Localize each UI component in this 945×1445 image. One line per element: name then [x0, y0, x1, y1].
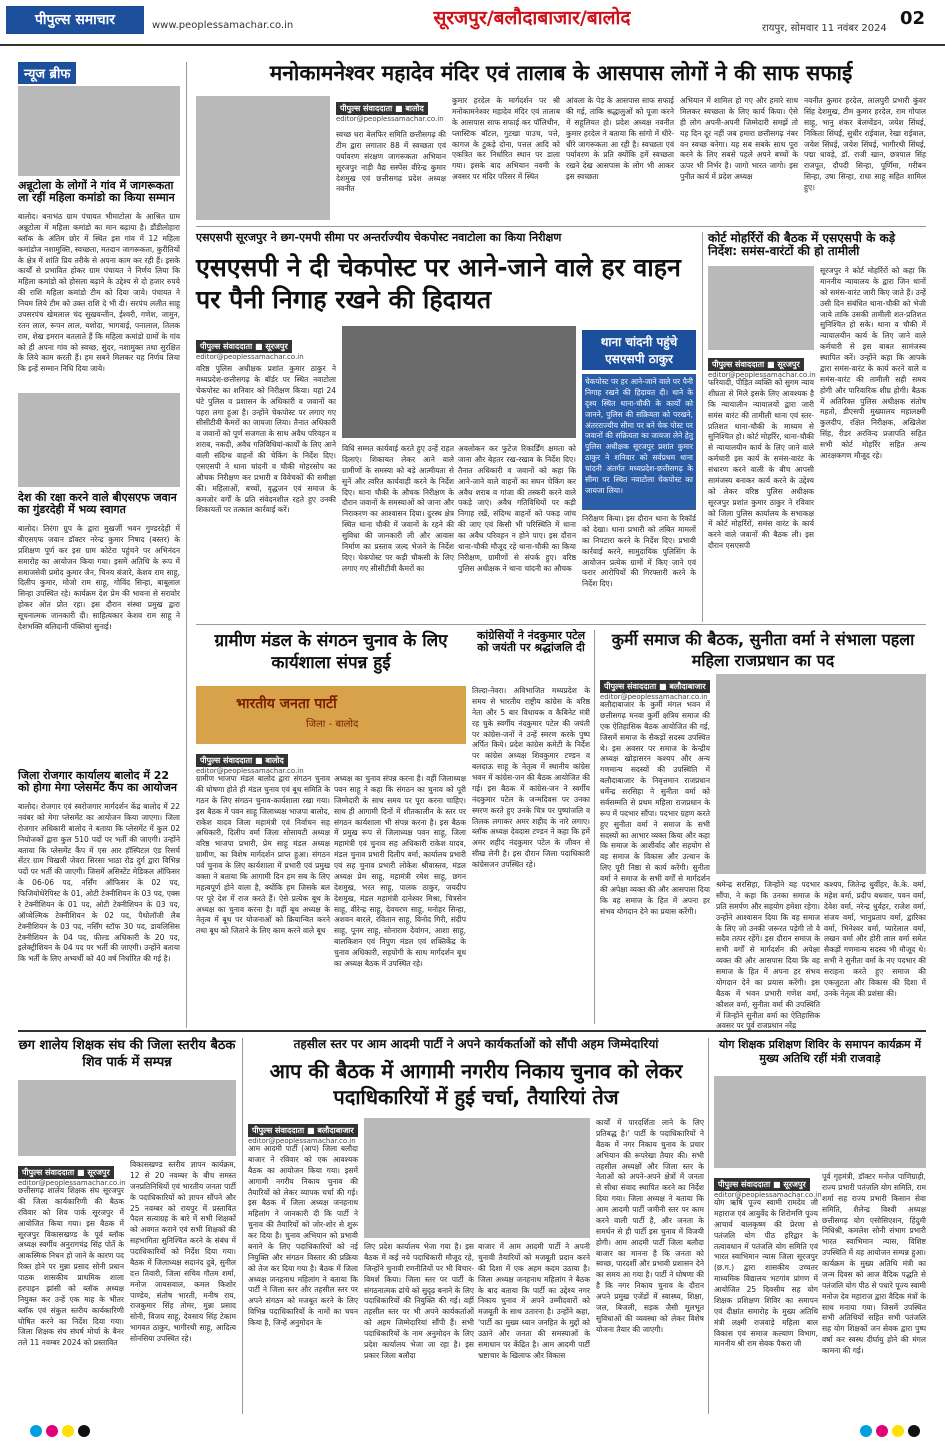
brief-photo-2	[18, 393, 180, 487]
shikshak-email[interactable]: editor@peoplessamachar.co.in	[18, 1179, 126, 1187]
court-col-1: फरियादी, पीड़ित व्यक्ति को सुगम न्याय शीघ्रता से मिले इसके लिए आवश्यक है कि न्यायालीन न्यायालयों द्वारा जारी समंस वारंट की तामीली थाना एवं स्तर-प्रतिशत थाना-चौकी के माध्यम से सुनिश्चित हो। कोर्ट मोहर्रिर, थाना-चौकी से न्यायालयीन कार्य के लिए जाने वाले कर्मचारी इस कार्य के समंस-वारंट के संधारण करने वाली के बीच आपसी सामंजस्य बनाकर कार्य करने के उद्देश्य को लेकर वरिष्ठ पुलिस अधीक्षक सूरजपुर प्रशांत कुमार ठाकुर ने रविवार को जिला पुलिस कार्यालय के सभाकक्ष में कोर्ट मोहर्रिरों, समंस वारंट के कार्य करने वाले जवानों की बैठक ली। इस दौरान एसएसपी	[708, 378, 814, 551]
brief-photo-1	[18, 86, 180, 176]
issue-date: रायपुर, सोमवार 11 नवंबर 2024	[762, 23, 887, 34]
yoga-col-1: योग ऋषि पूज्य स्वामी रामदेव जी महाराज एवं आयुर्वेद के शिरोमणि पूज्य आचार्य बालकृष्ण की प्रेरणा से पतंजलि योग पीठ हरिद्वार के तत्वावधान में पतंजलि योग समिति एवं भारत स्वाभिमान न्यास जिला सूरजपुर (छ.ग.) द्वारा शासकीय उच्चतर माध्यमिक विद्यालय भटगांव प्रांगण में आयोजित 25 दिवसीय सह योग शिक्षक प्रशिक्षण शिविर का समापन एवं दीक्षांत समारोह के मुख्य अतिथि मंत्री लक्ष्मी राजवाड़े महिला बाल विकास एवं समाज कल्याण विभाग, माननीय श्री राम सेवक पैकरा जी	[714, 1198, 818, 1349]
ssp-photo	[342, 326, 576, 438]
gramin-byline: पीपुल्स संवाददाता ■ बालोद	[196, 754, 288, 767]
ssp-byline: पीपुल्स संवाददाता ■ सूरजपुर	[196, 340, 292, 353]
ssp-tag-text: चेकपोस्ट पर हर आने-जाने वाले पर पैनी निगाह रखने की हिदायत दी। थाने के दृश्य स्थित थाना-चौकी के कार्यों को जानने, पुलिस की सक्रियता को परखने, अंतरराज्यीय सीमा पर बने चेक पोस्ट पर जवानों की सक्रियता का जायजा लेने हेतु पुलिस अधीक्षक सूरजपुर प्रशांत कुमार ठाकुर ने शनिवार को सर्वप्रथम थाना चांदनी अंतर्गत मध्यप्रदेश-छत्तीसगढ़ के सीमा पर स्थित नवाटोला चेकपोस्ट का जायजा लिया।	[582, 374, 696, 510]
brief-headline-3: जिला रोजगार कार्यालय बालोद में 22 को होगा मेगा प्लेसमेंट कैंप का आयोजन	[18, 769, 177, 795]
aap-photo	[364, 1118, 590, 1238]
congress-text: तिल्दा-नेवरा। अविभाजित मध्यप्रदेश के समय से भारतीय राष्ट्रीय कांग्रेस के वरिष्ठ नेता और 5 बार विधायक व कैबिनेट मंत्री रह चुके स्वर्गीय नंदकुमार पटेल की जयंती पर कांग्रेस-जनों ने उन्हें स्मरण करके पुष्प अर्पित किये। प्रदेश कांग्रेस कमेटी के निर्देश पर कांग्रेस अध्यक्ष शिवकुमार टण्डन व बलदाऊ साहू के नेतृत्व में स्थानीय कांग्रेस भवन में कांग्रेस-जन की बैठक आयोजित की गई। इस बैठक में कांग्रेस-जन ने स्वर्गीय नंदकुमार पटेल के जन्मदिवस पर उनका स्मरण करते हुए उनके चित्र पर पुष्पांजलि व तिलक लगाकर अमर शहीद के नारे लगाए। ब्लॉक अध्यक्ष देवदास टण्डन ने कहा कि हमें अमर शहीद नंदकुमार पटेल के जीवन से सीख लेनी है। इस दौरान जिला पदाधिकारी कांग्रेसजन उपस्थित रहे।	[472, 686, 590, 869]
shikshak-byline-box	[18, 1160, 128, 1187]
yoga-byline-box	[714, 1172, 820, 1199]
registration-mark	[46, 1425, 58, 1437]
gramin-byline-box	[196, 748, 466, 775]
top-story-byline: पीपुल्स संवाददाता ■ बालोद	[336, 102, 428, 115]
aap-kicker: तहसील स्तर पर आम आदमी पार्टी ने अपने कार्यकर्ताओं को सौंपी अहम जिम्मेदारियां	[293, 1037, 659, 1051]
yoga-col-2: पूर्व गृहमंत्री, डॉक्टर मनोज पाणिग्राही, राज्य प्रभारी पतंजलि योग समिति, राम शर्मा सह राज्य प्रभारी किसान सेवा समिति, शैलेन्द्र विश्वी अध्यक्ष छत्तीसगढ़ योग एसोसिएशन, हिंदुमी निधिश्री, कमलेश सोनी संभाग प्रभारी भारत स्वाभिमान न्यास, विशिष्ट उपस्थिति में यह आयोजन सम्पन्न हुआ। कार्यक्रम के मुख्य अतिथि मंत्री का जन्म दिवस को आज वैदिक पद्धति से पतंजलि योग पीठ से पधारे पूज्य स्वामी मनोज देव महाराज द्वारा वैदिक मंत्रों के साथ मनाया गया। जिसमें उपस्थित सभी अतिथियों सहित सभी पतंजलि सह योग शिक्षकों जन सेवक द्वारा पुष्प वर्षा कर स्वस्थ दीर्घायु होने की मंगल कामना की गई।	[822, 1172, 926, 1355]
section-title: सूरजपुर/बलौदाबाजार/बालोद	[433, 7, 631, 29]
top-story-col-3: आंवला के पेड़ के आसपास साफ सफाई की गई, ताकि श्रद्धालुओं को पूजा करने में सहूलियत हो। प्रदेश अध्यक्ष नवनीत कुमार हरदेल ने बताया कि सांगो में धीरे-धीरे जागरूकता आ रही है। स्वच्छता एवं पर्यावरण के प्रति क्योंकि हमें स्वच्छता रखने देख आसपास के लोग भी आकर इस स्वच्छता	[566, 96, 674, 182]
court-email[interactable]: editor@peoplessamachar.co.in	[708, 371, 816, 379]
aap-col-1: आम आदमी पार्टी (आप) जिला बलौदा बाजार ने रविवार को एक आवश्यक बैठक का आयोजन किया गया। इसमें आगामी नगरीय निकाय चुनाव की तैयारियों को लेकर व्यापक चर्चा की गई। इस बैठक में जिला अध्यक्ष जनहनाथ महिलांग ने जानकारी दी कि पार्टी ने चुनाव की तैयारियों को जोर-शोर से शुरू कर दिया है। चुनाव अभियान को प्रभावी बनाने के लिए पदाधिकारियों को नई नियुक्ति और संगठन विस्तार की प्रक्रिया को तेज कर दिया गया है। बैठक में जिला अध्यक्ष जनहनाथ महिलांग ने बताया कि पार्टी ने जिला स्तर और तहसील स्तर पर अपने संगठन को मजबूत करने के लिए विभिन्न पदाधिकारियों के नामों का चयन किया है, जिन्हें अनुमोदन के	[248, 1144, 358, 1327]
ssp-byline-box	[196, 334, 336, 361]
ssp-col-4: निरीक्षण किया। इस दौरान थाना के रिकॉर्ड को देखा। थाना प्रभारी को लंबित मामलों का निपटारा करने के निर्देश दिए। प्रभावी कार्रवाई करने, सामुदायिक पुलिसिंग के आयोजन प्रत्येक ग्रामों में किए जाने एवं फरार आरोपियों की गिरफ्तारी करने के निर्देश दिए।	[582, 514, 696, 589]
ssp-col-3: अवलोकन कर फुटेज रिकार्डिंग क्षमता को जाना और बेहतर रख-रखाव के निर्देश दिए। तैनात अधिकारी व जवानों को कहा कि आने-जाने वाले वाहनों का सघन चेकिंग कर अवैध शराब व गांजा की तस्करी करने वाले पकड़े जाएं। अवैध गतिविधियों पर कड़ी निगाह रखें, संदिग्ध वाहनों को पकड़ जांच की जाए एवं किसी भी परिस्थिति में थाना का अवैध परिवहन न होने पाए। इस दौरान थाना-चौकी मौजूद रहे थाना-चौकी का किया निरीक्षण, ग्रामीणों से संपर्क हुए। वरिष्ठ पुलिस अधीक्षक ने थाना चांदनी का औचक	[458, 444, 576, 573]
yoga-email[interactable]: editor@peoplessamachar.co.in	[714, 1191, 822, 1199]
yoga-headline: योग शिक्षक प्रशिक्षण शिविर के समापन कार्यक्रम में मुख्य अतिथि रहीं मंत्री राजवाड़े	[718, 1038, 922, 1066]
aap-col-2: लिए प्रदेश कार्यालय भेजा गया है। इस बैठक में कई नये पदाधिकारी मौजूद रहे, जिन्होंने चुनावी रणनीतियों पर भी विचार-विमर्श किया। जिला स्तर पर पार्टी के संगठनात्मक ढांचे को सुदृढ़ बनाने के लिए पदाधिकारियों की नियुक्ति की गई। वहीं तहसील स्तर पर भी अपने कार्यकर्ताओं को अहम जिम्मेदारियां सौंपी हैं। सभी पदाधिकारियों के नाम अनुमोदन के लिए प्रदेश कार्यालय भेजा जा रहा है। इस प्रकार जिला बलौदा	[364, 1242, 474, 1360]
ssp-col-2: विधि सम्मत कार्यवाई करते हुए उन्हें राहत दिलाएं। शिकायत लेकर आने वाले ग्रामीणों के समस्या को बड़े आत्मीयता से सुनें और त्वरित कार्यवाही करने के निर्देश दिए। थाना चौकी के औचक निरीक्षण के दौरान जवानों के समस्याओं को जाना और निराकरण का आश्वासन दिया। दुरस्थ क्षेत्र स्थित थाना चौकी में जवानों के रहने की सुविधा की जानकारी ली और आवास निर्माण का प्रस्ताव जल्द भेजने के निर्देश दिए। चेकपोस्ट पर कड़ी चौकसी के लिए लगाए गए सीसीटीवी कैमरों का	[342, 444, 454, 573]
shikshak-photo	[18, 1080, 236, 1156]
column-divider	[594, 630, 595, 1024]
yoga-photo	[714, 1076, 926, 1168]
shikshak-col-2: विकासखण्ड स्तरीय ज्ञापन कार्यक्रम, 12 से 20 नवम्बर के बीच समस्त जनप्रतिनिधियों एवं भारतीय जनता पार्टी के पदाधिकारियों को ज्ञापन सौंपने और 25 नवम्बर को रायपुर में प्रस्तावित पैदल सत्याग्रह के बारे में सभी शिक्षकों को अवगत कराने एवं सभी शिक्षकों की सहभागिता सुनिश्चित करने के संबंध में पदाधिकारियों को निर्देश दिया गया। बैठक में जिलाध्यक्ष सदानंद दुबे, सुनील दत्त तिवारी, जिला सचिव गौतम शर्मा, मनोज जायसवाल, कमल किशोर पाण्डेय, संतोष भारती, मनीष राय, राजकुमार सिंह तोमर, मुन्ना प्रसाद सोनी, विजय साहू, देवसाय सिंह टेकाम भागवत ठाकुर, भागीरथी साहू, आदित्य सोनसिया उपस्थित रहे।	[130, 1160, 236, 1343]
site-url[interactable]: www.peoplessamachar.co.in	[152, 20, 294, 31]
gramin-col-1: ग्रामीण भाजपा मंडल बालोद द्वारा संगठन चुनाव की घोषणा होते ही मंडल चुनाव एवं बूथ समिति के गठन के लिए संगठन चुनाव-कार्यशाला रखा गया। इस बैठक में पवन साहू जिलाध्यक्ष भाजपा बालोद, राकेश यादव जिला महामंत्री एवं निर्वाचन सह अधिकारी, दिलीप वर्मा जिला सोसायटी अध्यक्ष वरिष्ठ भाजपा प्रभारी, प्रेम साहू मंडल अध्यक्ष ग्रामीण, का विशेष मार्गदर्शन प्राप्त हुआ। संगठन पर्व चुनाव के लिए कार्यशाला में प्रभारी एवं प्रमुख वक्ता ने बताया कि आगामी दिन हम सब के लिए महत्वपूर्ण होने वाला है, क्योंकि हम जिसके बल पर पूरे देश में राज करते हैं। ऐसे प्रत्येक बूथ के अध्यक्ष का चुनाव करना है। वहीं बूथ अध्यक्ष के नेतृत्व में बूथ पर योजनाओं को क्रियान्वित करने तथा बूथ को जिताने के लिए काम करने वाले बूथ	[196, 774, 330, 936]
top-story-col-1: कुमार हरदेल के मार्गदर्शन पर श्री मनोकामनेश्वर महादेव मंदिर एवं तालाब के आसपास साफ सफाई कर पॉलिथीन, प्लास्टिक बॉटल, गुटखा पाउच, पत्ते, कागज के टुकड़े दोना, पत्तल आदि को एकत्रित कर निर्धारित स्थान पर डाला गया। इसके बाद अभियान नवमी के अवसर पर मंदिर परिसर में स्थित	[452, 96, 560, 182]
news-brief-label: न्यूज ब्रीफ	[18, 62, 76, 84]
kurmi-photo	[716, 674, 926, 874]
registration-mark	[876, 1425, 888, 1437]
column-divider	[702, 232, 703, 622]
brand-logo: पीपुल्स समाचार	[6, 6, 144, 34]
ssp-tag: थाना चांदनी पहुंचे एसएसपी ठाकुर	[582, 330, 696, 370]
brief-headline-2: देश की रक्षा करने वाले बीएसएफ जवान का गुंडरदेही में भव्य स्वागत	[18, 491, 177, 517]
aap-col-3: बाजार में आम आदमी पार्टी ने अपनी चुनावी तैयारियों को मजबूती प्रदान करने की दिशा में एक अहम कदम उठाया है। जिला अध्यक्ष जनहनाथ महिलांग ने बैठक के बाद बताया कि पार्टी का उद्देश्य नगर निकाय चुनाव में अपने उम्मीदवारों को मजबूती के साथ उतारना है। उन्होंने कहा, 'पार्टी का मुख्य ध्यान जनहित के मुद्दों को उठाने और जनता की समस्याओं के समाधान पर केंद्रित है। आम आदमी पार्टी भ्रष्टाचार के खिलाफ और विकास	[478, 1242, 590, 1360]
top-story-email[interactable]: editor@peoplessamachar.co.in	[336, 115, 444, 123]
gramin-col-2: अध्यक्ष का चुनाव संपन्न करना है। वहीं जिलाध्यक्ष पवन साहू ने कहा कि संगठन का चुनाव को पूरी जिम्मेदारी के साथ समय पर पूरा करना चाहिए। साथ ही आगामी दिनों में शीतकालीन के स्तर पर संगठन कार्यशाला भी संपन्न करना है। इस बैठक में प्रमुख रूप से जिलाध्यक्ष पवन साहू, जिला महामंत्री एवं चुनाव सह अधिकारी राकेश यादव, मंडल चुनाव प्रभारी दिलीप वर्मा, कार्यालय प्रभारी एवं सह चुनाव प्रभारी लोकेश श्रीवास्तव, मंडल अध्यक्ष प्रेम साहू, महामंत्री रमेश साहू, छगन देशमुख, भरत साहू, पालक ठाकुर, जयदीप देशमुख, मंडल महामंत्री दानेश्वर मिश्रा, चित्रसेन साहू, वीरेन्द्र साहू, देवचरण साहू, मनोहर सिन्हा, अशवन बारले, रवितान साहू, विनोद गिरी, संदीप साहू, पूनम साहू, सोनाराम देवांगन, आशा साहू, बालकिशन एवं निपुण मंडल एवं शक्तिकेंद्र के चुनाव अधिकारी, सहयोगी के साथ मार्गदर्शन बूथ का अध्यक्ष बैठक में उपस्थित रहे।	[334, 774, 466, 968]
top-story-photo	[196, 96, 330, 220]
aap-byline: पीपुल्स संवाददाता ■ बलौदाबाजार	[248, 1124, 358, 1137]
court-byline: पीपुल्स संवाददाता ■ सूरजपुर	[708, 358, 804, 371]
gramin-headline: ग्रामीण मंडल के संगठन चुनाव के लिए कार्यशाला संपन्न हुई	[214, 631, 448, 674]
shikshak-col-1: छत्तीसगढ़ शालेय शिक्षक संघ सूरजपुर की जिला कार्यकारिणी की बैठक रविवार को शिव पार्क सूरजपुर में आयोजित किया गया। इस बैठक में सूरजपुर विकासखण्ड के पूर्व ब्लॉक अध्यक्ष स्वर्गीय अनुरागचंद्र सिंह पोर्ते के आकस्मिक निधन हो जाने के कारण पद रिक्त होने पर मुन्ना प्रसाद सोनी प्रधान पाठक शासकीय प्राथमिक शाला हरपाइन झांसी को ब्लॉक अध्यक्ष नियुक्त कर उन्हें एक माह के भीतर ब्लॉक एवं संकुल स्तरीय कार्यकारिणी घोषित करने का निर्देश दिया गया। जिला शिक्षक संघ संघर्ष मोर्चा के बैनर तले 11 नवम्बर 2024 को प्रस्तावित	[18, 1186, 124, 1348]
gramin-banner-text: भारतीय जनता पार्टी	[236, 696, 337, 712]
aap-col-4: कार्यों में पारदर्शिता लाने के लिए प्रतिबद्ध है।' पार्टी के पदाधिकारियों ने बैठक में नगर निकाय चुनाव के प्रचार अभियान की रूपरेखा तैयार की। सभी तहसील अध्यक्षों और जिला स्तर के नेताओं को अपने-अपने क्षेत्रों में जनता से सीधा संवाद स्थापित करने का निर्देश दिया गया। जिला अध्यक्ष ने बताया कि आम आदमी पार्टी जमीनी स्तर पर काम करने वाली पार्टी है, और जनता के समर्थन से ही पार्टी इस चुनाव में विजयी होगी। आम आदमी पार्टी जिला बलौदा बाजार का मानना है कि जनता को स्वच्छ, पारदर्शी और प्रभावी प्रशासन देने का समय आ गया है। पार्टी ने घोषणा की है कि नगर निकाय चुनाव के दौरान अपने प्रमुख एजेंडों में स्वास्थ्य, शिक्षा, जल, बिजली, सड़क जैसी मूलभूत सुविधाओं की व्यवस्था को लेकर विशेष योजना तैयार की जाएगी।	[596, 1118, 704, 1334]
column-divider	[186, 62, 187, 1028]
top-story-col-4: अभियान में शामिल हो गए और हमारे साथ मिलकर स्वच्छता के लिए कार्य किया। ऐसे ही लोग अपनी-अपनी जिम्मेदारी समझें तो यह दिन दूर नहीं जब हमारा छत्तीसगढ़ नंबर वन स्वच्छ बनेगा। यह सब सबके साथ पूरा करने के लिए सबसे पहले अपने बच्चों के ऊपर भी निर्भर है। जागो भारत जागो। इस पुनीत कार्य में प्रदेश अध्यक्ष	[680, 96, 798, 182]
brief-text-1: बालोद। बनाभंठ ग्राम पंचायत भीमाटोला के आश्रित ग्राम अन्नूटोला में महिला कमांडो का मान बढ़ाया है। डौंडीलोहारा ब्लॉक के अंतिम छोर में स्थित इस गांव में 12 महिला कमांडोज नशामुक्ति, स्वच्छता, मतदान जागरूकता, कुरीतियों के क्षेत्र में शांति प्रिय तरीके से अपना काम कर रही हैं। इसके कार्यों से प्रभावित होकर ग्राम पंचायत ने निर्णय लिया कि महिला कमांडो को होसला बढ़ाने के उद्देश्य से दो हजार रुपये की राशि महिला कमांडो टीम को दिया जाये। पंचायत ने नियम लिये टीम को उक्त राशि दे भी दी। सरपंच ललीत साहू उपसरपंच खेमलाल चंद सुखवन्तीन, ईश्वरी, गणेश, जामुन, रतन लाल, रूपन लाल, यशोदा, भागवाई, पनालाल, तिलक राम, शेख इमरान बतलाते हैं कि महिला कमांडो ग्रामों के गांव को ही अपना गांव को स्वच्छ, सुंदर, नशामुक्त तथा सुरक्षित के लिये काम करती हैं। हम सबने मिलकर यह निर्णय लिया कि इन्हें सम्मान निधि दिया जाये।	[18, 212, 180, 374]
kurmi-email[interactable]: editor@peoplessamachar.co.in	[600, 693, 708, 701]
kurmi-byline: पीपुल्स संवाददाता ■ बलौदाबाजार	[600, 680, 710, 693]
kurmi-col-2: श्रमेन्द्र सरसिहा, जिन्होंने यह पदभार सौंपा, ने कहा कि उनका समाज के प्रति समर्पण और सहयोग हमेशा रहेगा। उन्होंने आश्वासन दिया कि वह समाज के लिए जो उनकी जरूरत पड़ेगी तो वे सदैव तत्पर रहेंगे। इस दौरान समाज के सभी वर्गों से मार्गदर्शन की अपेक्षा व्यक्त की और आसपास दिया कि वह समाज के हित में अपना हर संभव योगदान देने का प्रयास करेंगी। इस बैठक में भवन प्रभारी गणेश वर्मा, कौशल वर्मा, सुनीता वर्मा की उपस्थिति में जिन्होंने सुनीता वर्मा का ऐतिहासिक अवसर पर पूर्व राजप्रधान नरेंद्र	[716, 880, 820, 1031]
court-headline: कोर्ट मोहर्रिरों की बैठक में एसएसपी के कड़े निर्देश: समंस-वारंटों की हो तामीली	[708, 231, 896, 259]
registration-mark	[860, 1425, 872, 1437]
court-col-2: सूरजपुर ने कोर्ट मोहर्रिरों को कहा कि माननीय न्यायालय के द्वारा जिन थानों को समंस-वारंट जारी किए जाते हैं। उन्हें उसी दिन संबंधित थाना-चौकी को भेजी जाये ताकि उसकी तामीली शत-प्रतिशत सुनिश्चित हो सके। थाना व चौकी में न्यायालयीन कार्य के लिए जाने वाले कर्मचारी से इस बाबत सामंजस्य स्थापित करें। उन्होंने कहा कि आपके द्वारा समंस-वारंट के कार्य करने वाले व समंस-वारंट की तामीली सही समय होगी और पारिवारिक शीघ्र होगी। बैठक में अतिरिक्त पुलिस अधीक्षक संतोष महतो, डीएसपी मुख्यालय महालक्ष्मी कुलदीप, रक्षित निरीक्षक, अखिलेश सिंह, रीडर अरविन्द प्रजापति सहित सभी कोर्ट मोहर्रिर सहित अन्य आरक्षकगण मौजूद रहे।	[820, 266, 926, 460]
divider	[18, 1030, 926, 1032]
gramin-banner-district: जिला - बालोद	[306, 719, 359, 730]
registration-mark	[30, 1425, 42, 1437]
ssp-col-1: वरिष्ठ पुलिस अधीक्षक प्रशांत कुमार ठाकुर ने मध्यप्रदेश-छत्तीसगढ़ के बॉर्डर पर स्थित नवाटोला चेकपोस्ट का शनिवार को निरीक्षण किया। यहां 24 घंटे पुलिस व प्रशासन के अधिकारी व जवानों का पहरा लगा हुआ है। उन्होंने चेकपोस्ट पर लगाए गए सीसीटीवी कैमरों का जायजा लिया। तैनात अधिकारी व जवानों को पूर्ण सजगता के साथ अवैध परिवहन व शराब, नकदी, अवैध गतिविधियां-कार्यों के लिए आने वाली संदिग्ध वाहनों की चेकिंग के निर्देश दिए। एसएसपी ने थाना चांदनी व चौकी मोहरसोप का औचक निरीक्षण कर प्रभारी व विवेचकों की समीक्षा की। महिलाओं, बच्चों, वृद्धजन एवं समाज के कमजोर वर्गों के प्रति संवेदनशील रहते हुए उनकी शिकायतों पर तत्काल कार्रवाई करें।	[196, 364, 336, 515]
court-byline-box	[708, 352, 814, 379]
top-story-col-5: नवनीत कुमार हरदेल, लालपुरी प्रभारी कुंवर सिंह देशमुख, टीम कुमार हरदेल, राम गोपाल साहू, भानु शंकर बेलग्वेंडन, जयेश सिंघई, निकिता सिंघई, सुधीर राईवाल, रेखा राईवाल, जयेश सिंघई, जयेश सिंघई, भागीरथी सिंघई, पद्मा धावड़े, डॉ. राजी खान, छत्रपाल सिंह राजपूत, दौपदी सिन्हा, पूर्णिमा, गरीबन सिन्हा, उषा सिन्हा, राधा साहू सहित शामिल हुए।	[804, 96, 926, 192]
registration-mark	[892, 1425, 904, 1437]
top-story-headline: मनोकामनेश्वर महादेव मंदिर एवं तालाब के आसपास लोगों ने की साफ सफाई	[269, 61, 853, 85]
divider	[196, 624, 926, 625]
shikshak-headline: छग शालेय शिक्षक संघ की जिला स्तरीय बैठक शिव पार्क में सम्पन्न	[18, 1038, 236, 1070]
column-divider	[242, 1038, 243, 1414]
ssp-email[interactable]: editor@peoplessamachar.co.in	[196, 353, 304, 361]
aap-byline-box	[248, 1118, 358, 1145]
top-story-byline-box	[336, 96, 446, 123]
top-story-col-2: स्वच्छ धरा बेलफिर समिति छत्तीसगढ़ की टीम द्वारा लगातार 88 में स्वच्छता एवं पर्यावरण संरक्षण जागरूकता अभियान सूरजपुर नाड़ी वैद्य सस्पेंस वीरेन्द्र कुमार देशमुख एवं छत्तीसगढ़ प्रदेश अध्यक्ष नवनीत	[336, 130, 446, 194]
kurmi-headline: कुर्मी समाज की बैठक, सुनीता वर्मा ने संभाला पहला महिला राजप्रधान का पद	[611, 630, 915, 670]
aap-headline: आप की बैठक में आगामी नगरीय निकाय चुनाव को लेकर पदाधिकारियों में हुई चर्चा, तैयारियां तेज	[269, 1059, 683, 1109]
kurmi-col-3: कश्यप, जितेन्द्र धुर्वीहर, के.के. वर्मा, महेश वर्मा, प्रदीप बधवार, पवन वर्मा, देवेश वर्मा, नरेन्द्र धुर्वहर, राजेश वर्मा, संजय वर्मा, भानुप्रताप वर्मा, द्वारिका वर्मा, भिनेश्वर वर्मा, प्यारेलाल वर्मा, लखन वर्मा और होरी लाल वर्मा समेत सैकड़ों गणमान्य सदस्य भी मौजूद थे। सभी ने सुनीता वर्मा के नए पदभार की सराहना करते हुए समाज की एकजुटता और विकास की दिशा में उनके नेतृत्व की प्रशंसा की।	[824, 880, 926, 998]
column-divider	[708, 1038, 709, 1414]
gramin-photo	[196, 686, 466, 744]
divider	[196, 226, 926, 227]
masthead	[0, 0, 945, 46]
registration-mark	[78, 1425, 90, 1437]
aap-email[interactable]: editor@peoplessamachar.co.in	[248, 1137, 356, 1145]
congress-headline: कांग्रेसियों ने नंदकुमार पटेल को जयंती पर श्रद्धांजलि दी	[476, 629, 586, 655]
gramin-email[interactable]: editor@peoplessamachar.co.in	[196, 767, 304, 775]
registration-mark	[62, 1425, 74, 1437]
brief-text-2: बालोद। तिरंगा ग्रुप के द्वारा मुखर्जी भवन गुण्डरदेही में बीएसएफ जवान डॉक्टर नरेन्द्र कुमार निषाद (बस्तर) के प्रशिक्षण पूर्ण कर इस ग्राम कोटेरा पहुंचने पर अभिनंदन समारोह का आयोजन किया गया। इसमें अतिथि के रूप में समाजसेवी प्रमोद कुमार जैन, चिनय बंजारे, केशव राम साहू, दिलीप कुमार, मोजो राम साहू, गोविंद सिन्हा, बाबूलाल सिन्हा उपस्थित रहे। कार्यक्रम देश प्रेम की भावना से सरावोर होकर ओत प्रोत रहा। इस दौरान संस्था प्रमुख द्वारा सूचनात्मक जानकारी दी। साहित्यकार केशव राम साहू ने देशभक्ति बलिदानी पंक्तियां सुनाई।	[18, 524, 180, 631]
kurmi-byline-box	[600, 674, 710, 701]
brief-headline-1: अन्नूटोला के लोगों ने गांव में जागरूकता ला रहीं महिला कमांडो का किया सम्मान	[18, 179, 175, 205]
registration-mark	[908, 1425, 920, 1437]
shikshak-byline: पीपुल्स संवाददाता ■ सूरजपुर	[18, 1166, 114, 1179]
page-number: 02	[900, 8, 926, 29]
ssp-kicker: एसएसपी सूरजपुर ने छग-एमपी सीमा पर अन्तर्राज्यीय चेकपोस्ट नवाटोला का किया निरीक्षण	[196, 231, 562, 244]
court-photo	[708, 266, 814, 350]
kurmi-col-1: बलौदाबाजार के कुर्मी मंगल भवन में छत्तीसगढ़ मनवा कुर्मी क्षत्रिय समाज की एक ऐतिहासिक बैठक आयोजित की गई, जिसमें समाज के सैकड़ों सदस्य उपस्थित थे। इस अवसर पर समाज के केन्द्रीय अध्यक्ष खोड़ासरन कश्यप और अन्य गणमान्य सदस्यों की उपस्थिति में बलौदाबाजार के निवृत्तमान राजप्रधान धर्मेन्द्र सरसिहा ने सुनीता वर्मा को सर्वसम्मति से प्रथम महिला राजप्रधान के रूप में पदभार सौंपा। पदभार ग्रहण करते हुए सुनीता वर्मा ने समाज के सभी सदस्यों का आभार व्यक्त किया और कहा कि समाज के आशीर्वाद और सहयोग से वह समाज के विकास और उत्थान के लिए पूरी निष्ठा से कार्य करेंगी। सुनीता वर्मा ने समाज के सभी वर्गों से मार्गदर्शन की अपेक्षा व्यक्त की और आसपास दिया कि वह समाज के हित में अपना हर संभव योगदान देने का प्रयास करेंगी।	[600, 700, 710, 916]
ssp-headline: एसएसपी ने दी चेकपोस्ट पर आने-जाने वाले हर वाहन पर पैनी निगाह रखने की हिदायत	[196, 253, 681, 314]
brief-text-3: बालोद। रोजगार एवं स्वरोजगार मार्गदर्शन केंद्र बालोद में 22 नवंबर को मेगा प्लेसमेंट का आयोजन किया जाएगा। जिला रोजगार अधिकारी बालोद ने बताया कि प्लेसमेंट में कुल 02 नियोजकों द्वारा कुल 510 पदों पर भर्ती की जाएगी। उन्होंने बताया कि प्लेसमेंट कैंप में एस आर हॉस्पिटल एंड रिसर्च सेंटर ग्राम चिखली जेवरा सिरसा भाठा रोड दुर्ग द्वारा विभिन्न पदों पर भर्ती की जाएगी। जिसमें असिस्टेंट मेडिकल ऑफिसर के 06-06 पद, नर्सिंग ऑफिसर के 02 पद, फिजियोथेरेपिस्ट के 01, ओटी टेक्नीशियन के 03 पद, एक्स रे टेक्नीशियन के 01 पद, ओटी टेक्नीशियन के 03 पद, ऑप्थेल्मिक टेक्नीशियन के 02 पद, पैथोलॉजी लैब टेक्नीशियन के 03 पद, नर्सिंग स्टॉफ 30 पद, डायलिसिस टेक्नीशियन के 04 पद, फील्ड अधिकारी के 20 पद, इलेक्ट्रीशियन के 04 पद पर भर्ती की जाएगी। उन्होंने बताया कि भर्ती के लिए अभ्यर्थी को 40 वर्ष निर्धारित की गई है।	[18, 802, 180, 964]
yoga-byline: पीपुल्स संवाददाता ■ सूरजपुर	[714, 1178, 810, 1191]
